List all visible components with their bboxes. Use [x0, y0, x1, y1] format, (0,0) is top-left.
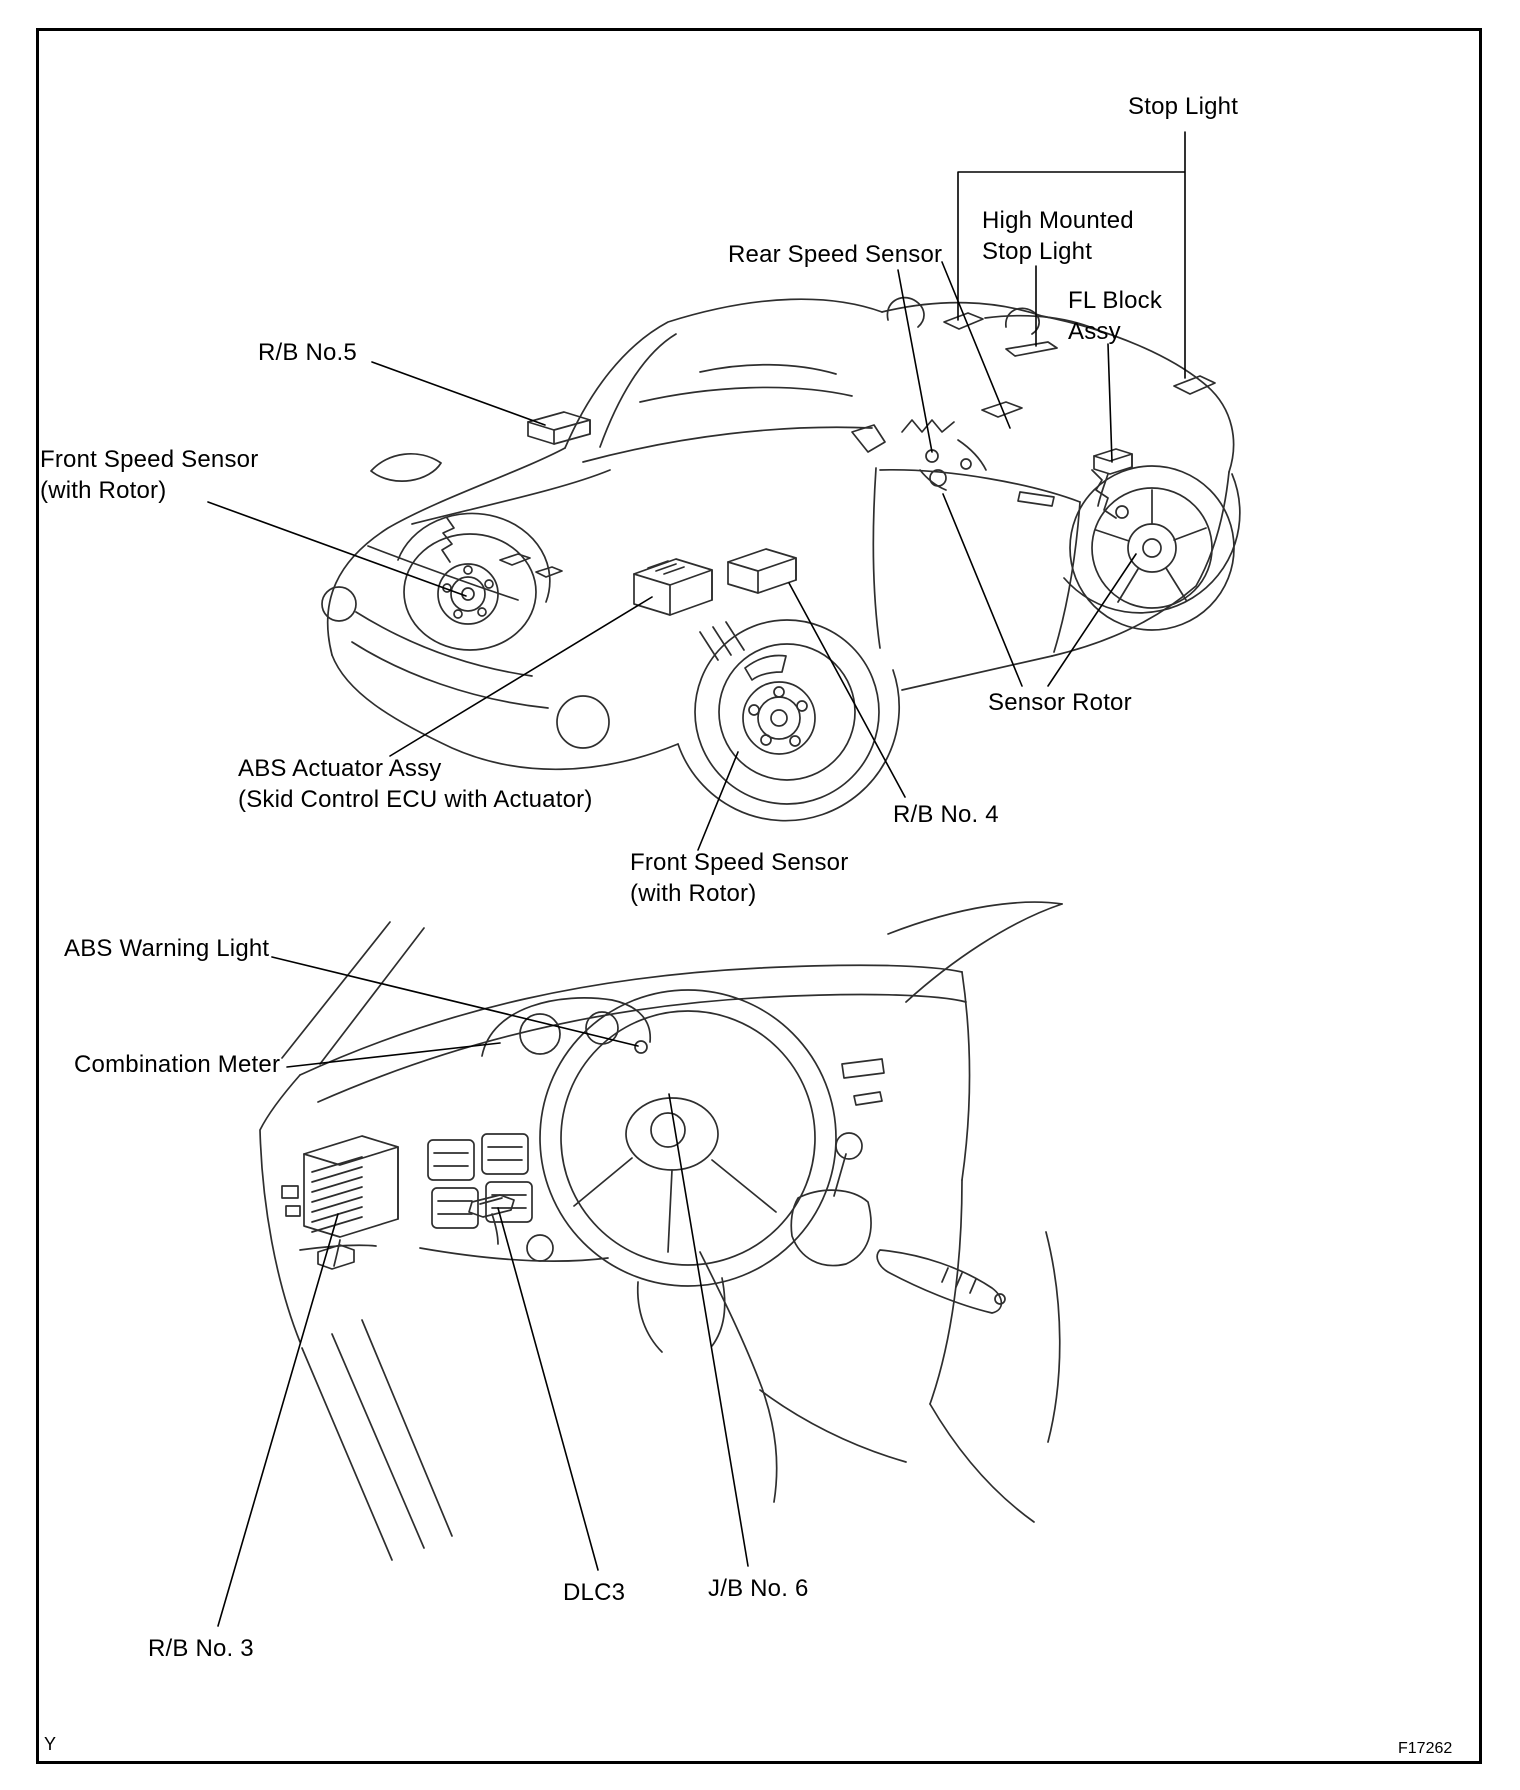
- leader-front-speed-sensor-right: [698, 752, 738, 850]
- door-handle: [1018, 492, 1054, 506]
- leader-abs-actuator: [390, 597, 652, 756]
- front-left-wheel: [404, 518, 562, 650]
- leader-fl-block-assy: [1108, 344, 1112, 462]
- label-abs-actuator-assy: ABS Actuator Assy (Skid Control ECU with Actuator): [238, 755, 593, 813]
- leader-combination-meter: [287, 1043, 500, 1067]
- label-rb-no5: R/B No.5: [258, 339, 357, 366]
- leader-dlc3: [498, 1208, 598, 1570]
- rb-no3-box: [282, 1136, 398, 1269]
- figure-code: F17262: [1398, 1740, 1453, 1757]
- side-mirror: [852, 425, 885, 452]
- rb-no5-box: [528, 412, 590, 444]
- leader-rb-no3: [218, 1214, 338, 1626]
- label-rb-no4: R/B No. 4: [893, 801, 999, 828]
- headlight: [371, 454, 441, 481]
- label-rb-no3: R/B No. 3: [148, 1635, 254, 1662]
- abs-warning-light-part: [635, 1041, 647, 1053]
- label-combination-meter: Combination Meter: [74, 1051, 281, 1078]
- tail-light-right: [1174, 376, 1215, 394]
- label-fl-block-assy: FL Block Assy: [1068, 287, 1163, 345]
- page-marker: Y: [44, 1734, 57, 1754]
- label-front-speed-sensor-right: Front Speed Sensor (with Rotor): [630, 849, 849, 907]
- center-console: [700, 1133, 1060, 1522]
- front-right-wheel: [695, 620, 879, 804]
- rear-right-wheel: [1070, 466, 1234, 630]
- leader-rb-no4: [789, 583, 905, 797]
- leader-sensor-rotor: [943, 494, 1136, 686]
- label-front-speed-sensor-left: Front Speed Sensor (with Rotor): [40, 446, 259, 504]
- label-abs-warning-light: ABS Warning Light: [64, 935, 270, 962]
- label-rear-speed-sensor: Rear Speed Sensor: [728, 241, 943, 268]
- car-exterior-illustration: [322, 298, 1240, 821]
- dlc3-connector: [469, 1195, 514, 1244]
- high-mounted-stop-light-part: [1006, 342, 1057, 356]
- dashboard-illustration: [260, 902, 1062, 1560]
- leader-jb-no6: [669, 1094, 748, 1566]
- label-stop-light: Stop Light: [1128, 93, 1239, 120]
- label-sensor-rotor: Sensor Rotor: [988, 689, 1132, 716]
- label-dlc3: DLC3: [563, 1579, 626, 1606]
- rb-no4-box: [728, 549, 796, 593]
- steering-wheel: [540, 990, 836, 1352]
- abs-actuator-box: [634, 559, 712, 615]
- label-high-mounted-stop-light: High Mounted Stop Light: [982, 207, 1134, 265]
- label-jb-no6: J/B No. 6: [708, 1575, 809, 1602]
- leader-rb-no5: [372, 362, 545, 425]
